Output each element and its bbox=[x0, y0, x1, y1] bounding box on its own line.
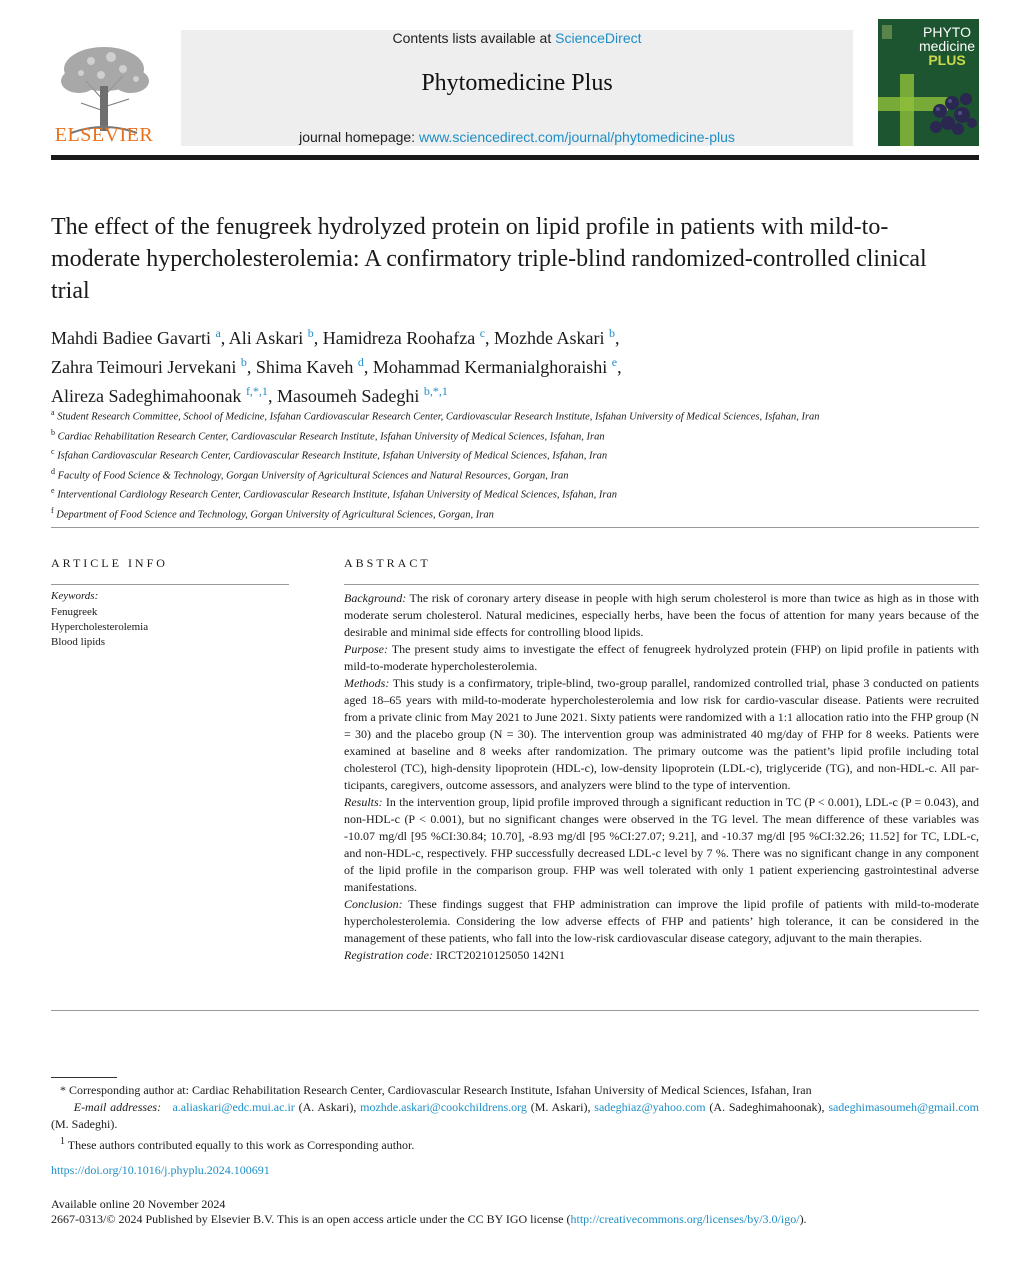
abstract-label: Background: bbox=[344, 591, 407, 605]
email-link[interactable]: mozhde.askari@cookchildrens.org bbox=[360, 1100, 527, 1114]
email-owner: (A. Sadeghimahoonak), bbox=[705, 1100, 829, 1114]
abstract-divider bbox=[344, 584, 979, 585]
elsevier-wordmark: ELSEVIER bbox=[54, 124, 154, 146]
author-name: Alireza Sadeghimahoonak bbox=[51, 386, 242, 406]
author-separator: , bbox=[220, 328, 229, 348]
author-separator: , bbox=[363, 357, 373, 377]
cover-title-line-1: PHYTO bbox=[923, 24, 971, 40]
author[interactable] bbox=[51, 386, 268, 406]
author[interactable] bbox=[277, 386, 448, 406]
abstract-label: Conclusion: bbox=[344, 897, 403, 911]
abstract-results bbox=[344, 794, 979, 896]
author-affiliation-mark[interactable]: e bbox=[611, 355, 618, 369]
homepage-prefix: journal homepage: bbox=[299, 129, 419, 145]
abstract-text: The present study aims to investigate the effect of fenugreek hydrolyzed protein (FHP) on lipid profile in patients with mild-to-moderate hypercholesterolemia. bbox=[344, 642, 979, 673]
keyword[interactable]: Fenugreek bbox=[51, 606, 98, 618]
license-link[interactable]: http://creativecommons.org/licenses/by/3.0/igo/ bbox=[570, 1212, 800, 1226]
footnote-text: These authors contributed equally to this work as Corresponding author. bbox=[65, 1138, 415, 1152]
license-suffix: ). bbox=[799, 1212, 807, 1226]
author-affiliation-mark[interactable]: b bbox=[307, 326, 314, 340]
cover-title-line-3: PLUS bbox=[928, 52, 966, 68]
author-list bbox=[51, 321, 951, 408]
abstract-text: This study is a confirmatory, triple-blind, two-group parallel, randomized controlled trial, phase 3 conducted on patients aged 18–65 years with mild-to-moderate hypercholesterolemia and low risk for cardio-vascular disease. Patients were recruited from a private clinic from May 2021 to June 2021. Sixty patients were randomized with a 1:1 allocation ratio into the FHP group (N = 30) and the placebo group (N = 30). The intervention group was administrated 40 mg/day of FHP for 8 weeks. Patients were examined at baseline and 8 weeks after randomization. The primary outcome was the patient’s lipid profile including total cholesterol (TC), high-density lipoprotein (HDL-c), low-density lipoprotein (LDL-c), triglyceride (TG), and non-HDL-c. All par-ticipants, caregivers, outcome assessors, and analyzers were blind to the type of intervention. bbox=[344, 676, 979, 792]
section-divider bbox=[51, 527, 979, 528]
affiliation-list bbox=[51, 405, 881, 522]
article-info-heading: ARTICLE INFO bbox=[51, 556, 168, 570]
header-divider bbox=[51, 155, 979, 160]
footnote-text: Corresponding author at: Cardiac Rehabilitation Research Center, Cardiovascular Research Institute, Isfahan University of Medical Sciences, Isfahan, Iran bbox=[66, 1083, 812, 1097]
author-name: Mohammad Kermanialghoraishi bbox=[372, 357, 608, 377]
affiliation-item bbox=[51, 464, 881, 484]
affiliation-mark: b bbox=[51, 427, 55, 437]
email-owner: (A. Askari), bbox=[294, 1100, 361, 1114]
author-separator: , bbox=[267, 386, 277, 406]
affiliation-mark: e bbox=[51, 486, 55, 495]
affiliation-item bbox=[51, 405, 881, 425]
author[interactable] bbox=[256, 357, 364, 377]
abstract-label: Methods: bbox=[344, 676, 390, 690]
affiliation-text: Interventional Cardiology Research Center, Cardiovascular Research Institute, Isfahan University of Medical Sciences, Isfahan, Iran bbox=[57, 489, 617, 501]
email-link[interactable]: sadeghimasoumeh@gmail.com bbox=[828, 1100, 979, 1114]
abstract-text: These findings suggest that FHP administration can improve the lipid profile of patients with mild-to-moderate hypercholesterolemia. Considering the low adverse effects of FHP and patients’ high tolerance, it can be considered in the management of these patients, who fall into the low-risk cardiovascular disease category, adjuvant to the main therapies. bbox=[344, 897, 979, 945]
author-separator: , bbox=[246, 357, 256, 377]
email-label: E-mail addresses: bbox=[73, 1100, 162, 1114]
author[interactable] bbox=[323, 328, 485, 348]
author-name: Mahdi Badiee Gavarti bbox=[51, 328, 211, 348]
author-affiliation-mark[interactable]: f,*,1 bbox=[245, 384, 268, 398]
affiliation-item bbox=[51, 483, 881, 503]
affiliation-item bbox=[51, 444, 881, 464]
cover-title-line-2: medicine bbox=[918, 38, 976, 54]
author-affiliation-mark[interactable]: d bbox=[357, 355, 364, 369]
author[interactable] bbox=[51, 357, 247, 377]
article-info-divider bbox=[51, 584, 289, 585]
affiliation-text: Cardiac Rehabilitation Research Center, Cardiovascular Research Institute, Isfahan University of Medical Sciences, Isfahan, Iran bbox=[57, 431, 605, 442]
affiliation-text: Student Research Committee, School of Medicine, Isfahan Cardiovascular Research Center, Cardiovascular Research Institute, Isfahan University of Medical Sciences, Isfahan, Iran bbox=[57, 411, 820, 423]
keyword[interactable]: Hypercholesterolemia bbox=[51, 621, 149, 633]
author-affiliation-mark[interactable]: b,*,1 bbox=[423, 384, 448, 398]
corresponding-author-note bbox=[51, 1082, 979, 1099]
sciencedirect-link[interactable]: ScienceDirect bbox=[555, 30, 642, 46]
footnote-rule bbox=[51, 1077, 117, 1078]
journal-homepage-link[interactable]: www.sciencedirect.com/journal/phytomedicine-plus bbox=[418, 129, 735, 145]
abstract-label: Purpose: bbox=[344, 642, 388, 656]
email-addresses bbox=[51, 1099, 979, 1133]
author-separator: , bbox=[615, 328, 620, 348]
affiliation-item bbox=[51, 425, 881, 445]
abstract-text: IRCT20210125050 142N1 bbox=[432, 948, 565, 962]
journal-cover-thumbnail[interactable] bbox=[878, 19, 979, 146]
affiliation-mark: c bbox=[51, 447, 55, 456]
author-affiliation-mark[interactable]: a bbox=[215, 326, 221, 340]
abstract-body bbox=[344, 590, 979, 964]
affiliation-text: Faculty of Food Science & Technology, Gorgan University of Agricultural Sciences and Natural Resources, Gorgan, Iran bbox=[57, 470, 569, 481]
footnote-mark: 1 bbox=[60, 1136, 65, 1147]
keywords-label: Keywords: bbox=[51, 590, 99, 602]
abstract-heading: ABSTRACT bbox=[344, 556, 431, 570]
contents-line bbox=[181, 30, 853, 46]
footnotes bbox=[51, 1082, 979, 1154]
author-name: Ali Askari bbox=[228, 328, 304, 348]
abstract-registration bbox=[344, 947, 979, 964]
affiliation-mark: d bbox=[51, 466, 55, 476]
keywords-list bbox=[51, 605, 148, 650]
doi-link[interactable]: https://doi.org/10.1016/j.phyplu.2024.100691 bbox=[51, 1163, 270, 1177]
author-name: Hamidreza Roohafza bbox=[322, 328, 476, 348]
affiliation-item bbox=[51, 503, 881, 523]
author[interactable] bbox=[51, 328, 221, 348]
author-separator: , bbox=[485, 328, 495, 348]
email-owner: (M. Sadeghi). bbox=[51, 1117, 118, 1131]
author-name: Zahra Teimouri Jervekani bbox=[51, 357, 237, 377]
email-link[interactable]: a.aliaskari@edc.mui.ac.ir bbox=[172, 1100, 295, 1114]
cover-title bbox=[918, 25, 976, 67]
email-link[interactable]: sadeghiaz@yahoo.com bbox=[594, 1100, 706, 1114]
author-affiliation-mark[interactable]: c bbox=[479, 326, 486, 340]
author-name: Masoumeh Sadeghi bbox=[276, 386, 420, 406]
author[interactable] bbox=[373, 357, 617, 377]
abstract-text: The risk of coronary artery disease in people with high serum cholesterol is more than twice as high as in those with moderate serum cholesterol. Natural medicines, especially herbs, have been the focus of attention for many years because of the desirable and minimal side effects for controlling blood lipids. bbox=[344, 591, 979, 639]
affiliation-mark: a bbox=[51, 408, 55, 417]
article-title: The effect of the fenugreek hydrolyzed protein on lipid profile in patients with mild-to-moderate hypercholesterolemia: A confirmatory triple-blind randomized-controlled clinical trial bbox=[51, 214, 927, 304]
author-affiliation-mark[interactable]: b bbox=[609, 326, 616, 340]
author[interactable] bbox=[494, 328, 615, 348]
author-separator: , bbox=[313, 328, 323, 348]
section-divider bbox=[51, 1010, 979, 1011]
contents-prefix: Contents lists available at bbox=[392, 30, 556, 46]
available-online-date: Available online 20 November 2024 bbox=[51, 1197, 226, 1211]
affiliation-text: Department of Food Science and Technology, Gorgan University of Agricultural Sciences, Gorgan, Iran bbox=[56, 509, 494, 520]
author[interactable] bbox=[229, 328, 314, 348]
abstract-label: Results: bbox=[344, 795, 383, 809]
author-name: Mozhde Askari bbox=[494, 328, 605, 348]
author-affiliation-mark[interactable]: b bbox=[240, 355, 247, 369]
abstract-purpose bbox=[344, 641, 979, 675]
email-owner: (M. Askari), bbox=[526, 1100, 595, 1114]
abstract-conclusion bbox=[344, 896, 979, 947]
license-text: 2667-0313/© 2024 Published by Elsevier B.V. This is an open access article under the CC BY IGO license ( bbox=[51, 1212, 571, 1226]
abstract-background bbox=[344, 590, 979, 641]
author-separator: , bbox=[617, 357, 622, 377]
affiliation-text: Isfahan Cardiovascular Research Center, Cardiovascular Research Institute, Isfahan University of Medical Sciences, Isfahan, Iran bbox=[57, 450, 608, 462]
equal-contribution-note bbox=[51, 1133, 979, 1154]
abstract-text: In the intervention group, lipid profile improved through a significant reduction in TC (P < 0.001), LDL-c (P = 0.043), and non-HDL-c (P < 0.001), but no significant changes were observed in the TG level. The mean difference of these variables was -10.07 mg/dl [95 %CI:30.84; 10.70], -8.93 mg/dl [95 %CI:27.07; 9.21], and -10.37 mg/dl [95 %CI:32.26; 11.52] for TC, LDL-c, and non-HDL-c, respectively. FHP successfully decreased LDL-c level by 7 %. There was no significant change in any component of the lipid profile in the comparison group. FHP was well tolerated with only 1 patient experiencing gastrointestinal adverse manifestations. bbox=[344, 795, 979, 894]
abstract-methods bbox=[344, 675, 979, 794]
abstract-label: Registration code: bbox=[344, 948, 433, 962]
journal-header-band bbox=[181, 30, 853, 146]
footnote-mark: * bbox=[60, 1083, 66, 1097]
affiliation-mark: f bbox=[51, 505, 54, 515]
author-name: Shima Kaveh bbox=[255, 357, 354, 377]
keyword[interactable]: Blood lipids bbox=[51, 636, 106, 648]
journal-homepage-line bbox=[181, 129, 853, 145]
journal-name: Phytomedicine Plus bbox=[421, 70, 613, 96]
license-line bbox=[51, 1212, 807, 1227]
